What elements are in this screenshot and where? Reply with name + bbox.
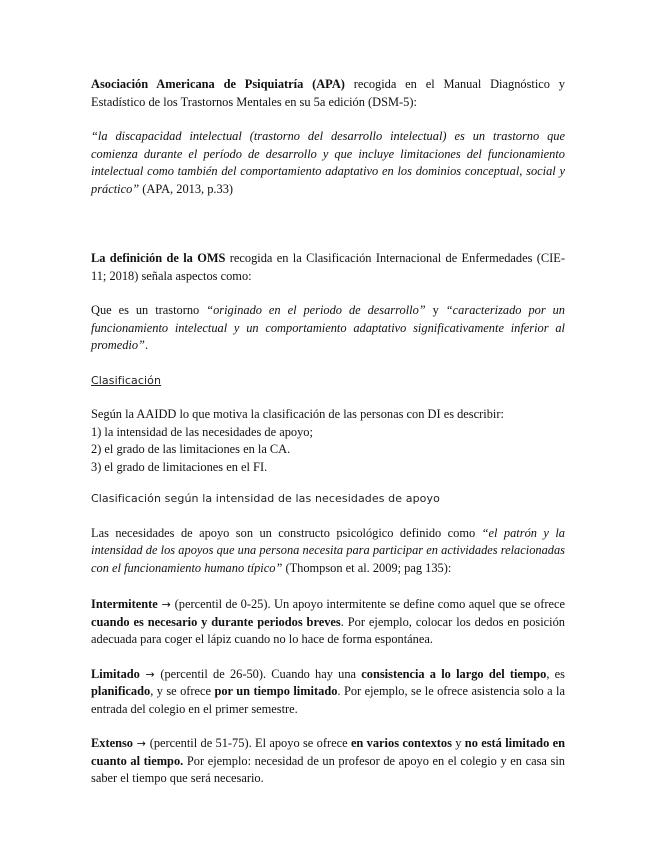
extenso-rest: Por ejemplo: necesidad de un profesor de apoyo en el colegio y en casa sin saber el tiempo que será necesario. [91, 753, 565, 785]
oms-text-2: y [425, 303, 446, 317]
clasificacion-lead: Según la AAIDD lo que motiva la clasificación de las personas con DI es describir: [91, 407, 504, 421]
apa-intro-paragraph [91, 76, 565, 111]
extenso-paragraph [91, 735, 565, 788]
clasificacion-item-3: 3) el grado de limitaciones en el FI. [91, 459, 268, 474]
oms-text-1: Que es un trastorno [91, 303, 207, 317]
apa-intro-bold: Asociación Americana de Psiquiatría (APA) [91, 77, 345, 91]
limitado-range: (percentil de 26-50). Cuando hay una [160, 666, 362, 681]
right-arrow-icon: → [157, 598, 175, 611]
oms-intro-text: recogida en la Clasificación Internacional de Enfermedades (CIE-11; 2018) señala aspectos como: [91, 251, 565, 283]
document-body [91, 76, 565, 788]
intermitente-paragraph [91, 596, 565, 649]
oms-quote-2: “caracterizado por un funcionamiento intelectual y un comportamiento adaptativo significativamente inferior al promedio” [91, 303, 566, 352]
oms-quote-1: “originado en el periodo de desarrollo” [206, 303, 426, 317]
apa-definition-quote: “la discapacidad intelectual (trastorno del desarrollo intelectual) es un trastorno que comienza durante el período de desarrollo y que incluye limitaciones del funcionamiento intelectual como también del comportamiento adaptativo en los dominios conceptual, social y práctico” [91, 129, 565, 196]
limitado-mid-2: , y se ofrece [150, 684, 215, 698]
extenso-label: Extenso [91, 736, 133, 750]
apa-intro-text: recogida en el Manual Diagnóstico y Estadístico de los Trastornos Mentales en su 5a edición (DSM-5): [91, 77, 565, 109]
limitado-bold-3: por un tiempo limitado [214, 684, 338, 698]
intermitente-label: Intermitente [91, 597, 158, 611]
extenso-mid-1: y [451, 736, 465, 750]
clasificacion-item-1: 1) la intensidad de las necesidades de apoyo; [91, 424, 313, 439]
oms-definition-paragraph [91, 302, 565, 355]
intensidad-paragraph [91, 525, 565, 578]
oms-text-3: . [144, 338, 149, 352]
limitado-bold-1: consistencia a lo largo del tiempo [361, 666, 547, 681]
extenso-range: (percentil de 51-75). El apoyo se ofrece [149, 736, 351, 750]
right-arrow-icon: → [133, 737, 150, 750]
extenso-bold-2: no está limitado en cuanto al tiempo. [91, 736, 565, 768]
intensidad-text: Las necesidades de apoyo son un constructo psicológico definido como [91, 525, 482, 540]
limitado-bold-2: planificado [91, 684, 151, 698]
limitado-rest: . Por ejemplo, se le ofrece asistencia solo a la entrada del colegio en el primer semestre. [91, 684, 566, 716]
intensidad-citation: (Thompson et al. 2009; pag 135): [282, 560, 452, 575]
limitado-paragraph [91, 666, 565, 719]
intermitente-rest: . Por ejemplo, colocar los dedos en posición adecuada para coger el lápiz cuando no lo hace de forma espontánea. [91, 614, 565, 646]
intermitente-range: (percentil de 0-25). Un apoyo intermitente se define como aquel que se ofrece [174, 597, 565, 611]
clasificacion-item-2: 2) el grado de las limitaciones en la CA. [91, 442, 291, 456]
apa-citation: (APA, 2013, p.33) [139, 181, 234, 196]
clasificacion-heading: Clasificación [91, 373, 162, 387]
intensidad-quote: “el patrón y la intensidad de los apoyos que una persona necesita para participar en actividades relacionadas con el funcionamiento humano típico” [91, 525, 565, 575]
oms-intro-bold: La definición de la OMS [91, 251, 226, 265]
intensidad-heading: Clasificación según la intensidad de las necesidades de apoyo [91, 492, 440, 505]
extenso-bold-1: en varios contextos [350, 736, 452, 750]
limitado-mid-1: , es [546, 666, 565, 681]
limitado-label: Limitado [91, 666, 140, 681]
apa-definition-paragraph [91, 128, 565, 198]
intermitente-bold: cuando es necesario y durante periodos breves [91, 614, 341, 629]
oms-intro-paragraph [91, 250, 565, 285]
right-arrow-icon: → [139, 667, 161, 681]
